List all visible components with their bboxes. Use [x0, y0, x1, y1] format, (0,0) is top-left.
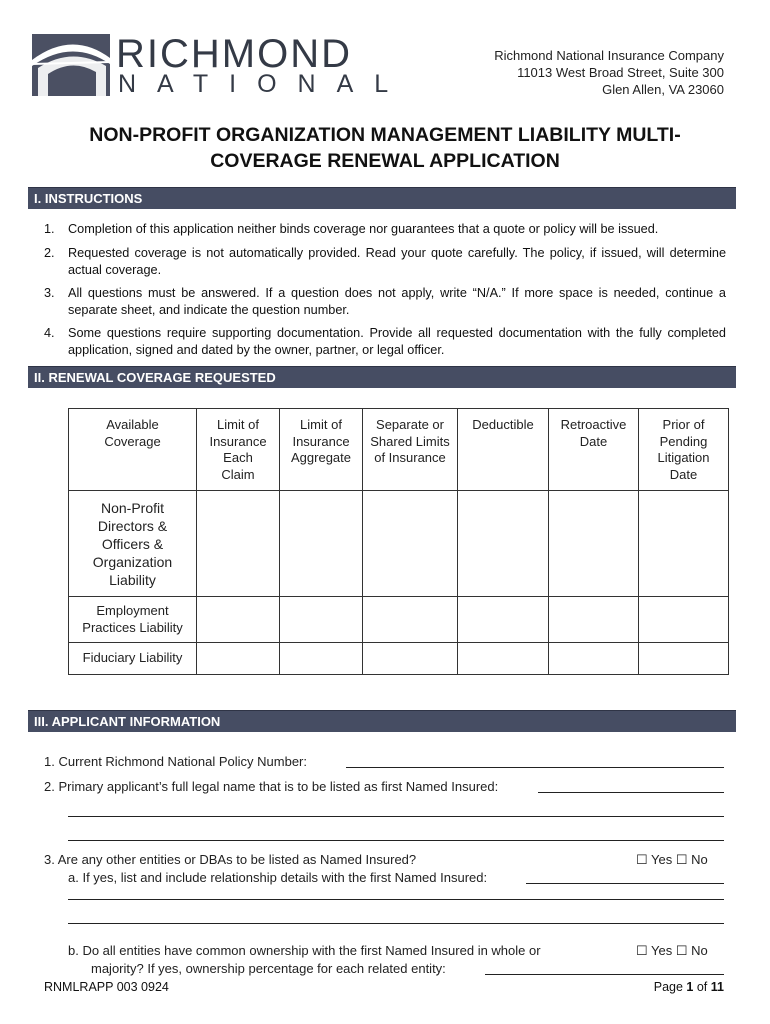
yes-no-checkboxes[interactable]: ☐ Yes ☐ No	[636, 852, 708, 867]
address-line-2: Glen Allen, VA 23060	[602, 82, 724, 97]
instruction-number: 2.	[44, 246, 55, 260]
company-name: Richmond National Insurance Company	[494, 48, 724, 63]
question-legal-name: 2. Primary applicant’s full legal name that is to be listed as first Named Insured:	[44, 779, 499, 794]
page-number: Page 1 of 11	[653, 980, 724, 994]
title-line-1: NON-PROFIT ORGANIZATION MANAGEMENT LIABILITY MULTI-	[89, 124, 681, 146]
instruction-number: 1.	[44, 222, 55, 236]
logo-subword: NATIONAL	[118, 70, 410, 98]
cell-input[interactable]	[280, 597, 363, 643]
table-row	[69, 491, 729, 597]
cell-input[interactable]	[458, 597, 549, 643]
page-title	[30, 122, 740, 174]
cell-input[interactable]	[458, 643, 549, 675]
question-entities-list: a. If yes, list and include relationship details with the first Named Insured:	[68, 870, 488, 885]
instruction-text: Completion of this application neither binds coverage nor guarantees that a quote or policy will be issued.	[68, 222, 659, 236]
header-separate-shared: Separate or Shared Limits of Insurance	[363, 409, 458, 491]
header-deductible: Deductible	[458, 409, 549, 491]
instruction-text: Requested coverage is not automatically provided. Read your quote carefully. The policy, if issued, will determine actual coverage.	[68, 246, 726, 277]
cell-input[interactable]	[197, 491, 280, 597]
instruction-text: Some questions require supporting documentation. Provide all requested documentation with the fully completed application, signed and dated by the owner, partner, or legal officer.	[68, 326, 726, 357]
section-applicant-header: III. APPLICANT INFORMATION	[28, 710, 736, 732]
cell-input[interactable]	[639, 643, 729, 675]
legal-name-field[interactable]	[538, 792, 724, 793]
cell-input[interactable]	[197, 643, 280, 675]
cell-input[interactable]	[197, 597, 280, 643]
instruction-item	[44, 325, 726, 359]
cell-input[interactable]	[549, 491, 639, 597]
legal-name-field-line-3[interactable]	[68, 840, 724, 841]
ownership-percentage-field[interactable]	[485, 974, 724, 975]
entities-list-field-line-3[interactable]	[68, 923, 724, 924]
table-row	[69, 643, 729, 675]
cell-input[interactable]	[363, 491, 458, 597]
cell-input[interactable]	[280, 643, 363, 675]
entities-list-field[interactable]	[526, 883, 724, 884]
instruction-item	[44, 285, 726, 319]
logo-wordmark: RICHMOND	[116, 32, 352, 76]
table-row	[69, 597, 729, 643]
cell-input[interactable]	[549, 643, 639, 675]
entities-list-field-line-2[interactable]	[68, 899, 724, 900]
cell-input[interactable]	[639, 491, 729, 597]
cell-input[interactable]	[363, 597, 458, 643]
yes-no-checkboxes[interactable]: ☐ Yes ☐ No	[636, 943, 708, 958]
row-label-epl: Employment Practices Liability	[69, 597, 197, 643]
instruction-number: 4.	[44, 326, 55, 340]
table-header-row	[69, 409, 729, 491]
section-coverage-header: II. RENEWAL COVERAGE REQUESTED	[28, 366, 736, 388]
instruction-item	[44, 221, 726, 238]
row-label-fiduciary: Fiduciary Liability	[69, 643, 197, 675]
cell-input[interactable]	[639, 597, 729, 643]
question-other-entities: 3. Are any other entities or DBAs to be listed as Named Insured?	[44, 852, 417, 867]
company-logo	[32, 34, 412, 98]
header-limit-aggregate: Limit of Insurance Aggregate	[280, 409, 363, 491]
form-code: RNMLRAPP 003 0924	[44, 980, 169, 994]
question-common-ownership: b. Do all entities have common ownership with the first Named Insured in whole or	[68, 943, 541, 958]
cell-input[interactable]	[549, 597, 639, 643]
section-instructions-header: I. INSTRUCTIONS	[28, 187, 736, 209]
policy-number-field[interactable]	[346, 767, 724, 768]
header-retroactive-date: Retroactive Date	[549, 409, 639, 491]
header-limit-each-claim: Limit of Insurance Each Claim	[197, 409, 280, 491]
instruction-text: All questions must be answered. If a question does not apply, write “N/A.” If more space is needed, continue a separate sheet, and indicate the question number.	[68, 286, 726, 317]
address-line-1: 11013 West Broad Street, Suite 300	[517, 65, 724, 80]
company-address	[494, 47, 724, 98]
legal-name-field-line-2[interactable]	[68, 816, 724, 817]
instruction-item	[44, 245, 726, 279]
question-ownership-percentage: majority? If yes, ownership percentage for each related entity:	[91, 961, 446, 976]
cell-input[interactable]	[280, 491, 363, 597]
instruction-number: 3.	[44, 286, 55, 300]
bridge-logo-icon	[32, 34, 112, 98]
coverage-table	[68, 408, 729, 675]
header-available-coverage: Available Coverage	[69, 409, 197, 491]
question-policy-number: 1. Current Richmond National Policy Number:	[44, 754, 307, 769]
title-line-2: COVERAGE RENEWAL APPLICATION	[210, 150, 560, 172]
row-label-dno: Non-Profit Directors & Officers & Organization Liability	[69, 491, 197, 597]
cell-input[interactable]	[458, 491, 549, 597]
cell-input[interactable]	[363, 643, 458, 675]
header-prior-pending-date: Prior of Pending Litigation Date	[639, 409, 729, 491]
